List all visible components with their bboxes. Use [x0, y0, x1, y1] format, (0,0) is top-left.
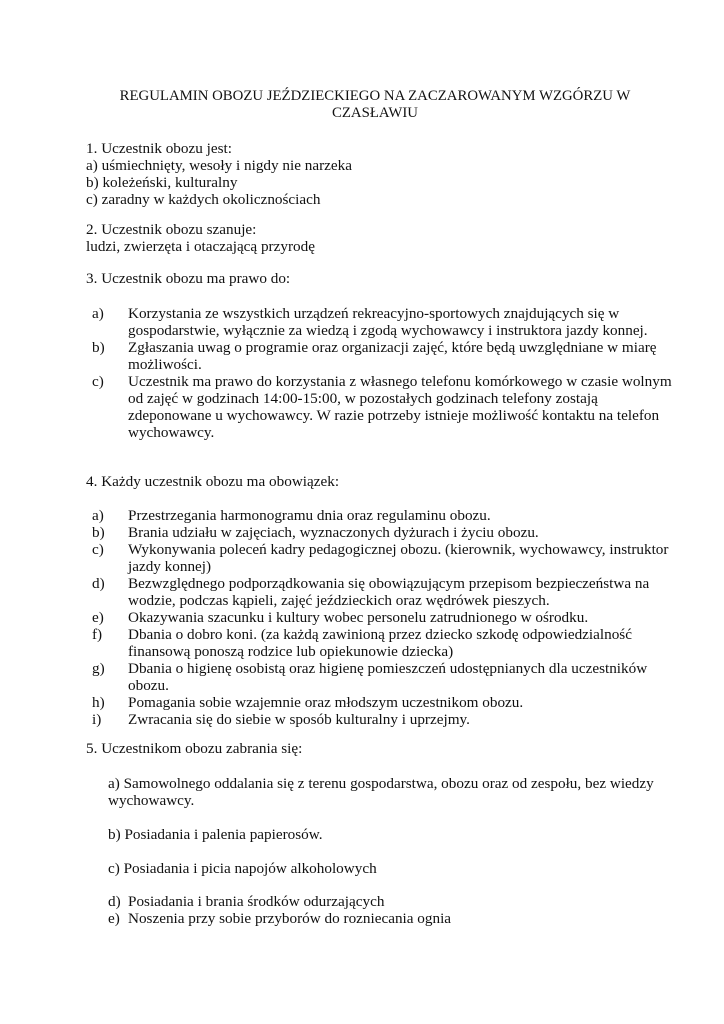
list-item — [86, 609, 686, 626]
list-item-line: Bezwzględnego podporządkowania się obowiązującym przepisom bezpieczeństwa na — [128, 575, 650, 592]
list-item-label: b) — [92, 524, 105, 541]
section-2 — [86, 221, 686, 255]
list-item-label: f) — [92, 626, 103, 643]
list-item-label: e) — [92, 609, 104, 626]
list-item-line: od zajęć w godzinach 14:00-15:00, w pozostałych godzinach telefony zostają — [128, 390, 598, 407]
section-1-line: a) uśmiechnięty, wesoły i nigdy nie narzeka — [86, 157, 352, 174]
list-item-line: Korzystania ze wszystkich urządzeń rekreacyjno-sportowych znajdujących się w — [128, 305, 620, 322]
section-5-para-a — [108, 775, 708, 809]
section-1-line: b) koleżeński, kulturalny — [86, 174, 238, 191]
title-line-2: CZASŁAWIU — [332, 105, 418, 121]
list-item — [108, 893, 708, 910]
list-item — [86, 305, 686, 339]
list-item-line: Zgłaszania uwag o programie oraz organizacji zajęć, które będą uwzględniane w miarę — [128, 339, 657, 356]
list-item-label: c) — [92, 373, 104, 390]
list-item-line: gospodarstwie, wyłącznie za wiedzą i zgodą wychowawcy i instruktora jazdy konnej. — [128, 322, 648, 339]
list-item — [86, 575, 686, 609]
list-item — [86, 711, 686, 728]
list-item — [108, 910, 708, 927]
list-item-line: jazdy konnej) — [128, 558, 212, 575]
list-item — [86, 339, 686, 373]
list-item-line: Przestrzegania harmonogramu dnia oraz regulaminu obozu. — [128, 507, 491, 524]
list-item-line: Wykonywania poleceń kadry pedagogicznej obozu. (kierownik, wychowawcy, instruktor — [128, 541, 669, 558]
list-item-line: Brania udziału w zajęciach, wyznaczonych dyżurach i życiu obozu. — [128, 524, 539, 541]
list-item-label: e) — [108, 910, 120, 927]
list-item-line: Dbania o higienę osobistą oraz higienę pomieszczeń udostępnianych dla uczestników — [128, 660, 648, 677]
list-item-line: wychowawcy. — [128, 424, 215, 441]
para-line: wychowawcy. — [108, 792, 195, 809]
section-3-heading: 3. Uczestnik obozu ma prawo do: — [86, 270, 291, 287]
list-item — [86, 626, 686, 660]
list-item-line: Okazywania szacunku i kultury wobec personelu zatrudnionego w ośrodku. — [128, 609, 589, 626]
list-item-label: d) — [108, 893, 121, 910]
list-item-line: Pomagania sobie wzajemnie oraz młodszym uczestnikom obozu. — [128, 694, 524, 711]
list-item-line: Zwracania się do siebie w sposób kulturalny i uprzejmy. — [128, 711, 470, 728]
list-item — [86, 507, 686, 524]
title-line-1: REGULAMIN OBOZU JEŹDZIECKIEGO NA ZACZAROWANYM WZGÓRZU W — [119, 88, 631, 104]
list-item-label: a) — [92, 305, 104, 322]
para-line: a) Samowolnego oddalania się z terenu gospodarstwa, obozu oraz od zespołu, bez wiedzy — [108, 775, 654, 792]
list-item-line: Dbania o dobro koni. (za każdą zawinioną przez dziecko szkodę odpowiedzialność — [128, 626, 632, 643]
document-title — [100, 88, 650, 122]
list-item-label: d) — [92, 575, 105, 592]
section-3-list — [86, 305, 686, 441]
section-2-line: ludzi, zwierzęta i otaczającą przyrodę — [86, 238, 315, 255]
section-4-list — [86, 507, 686, 728]
list-item-line: Uczestnik ma prawo do korzystania z własnego telefonu komórkowego w czasie wolnym — [128, 373, 672, 390]
section-1-heading: 1. Uczestnik obozu jest: — [86, 140, 232, 157]
list-item-label: i) — [92, 711, 102, 728]
section-1 — [86, 140, 686, 208]
list-item-line: Posiadania i brania środków odurzających — [128, 893, 385, 910]
list-item — [86, 660, 686, 694]
section-5-para-c: c) Posiadania i picia napojów alkoholowych — [108, 860, 377, 877]
list-item-line: Noszenia przy sobie przyborów do rozniecania ognia — [128, 910, 452, 927]
section-5-list — [108, 893, 708, 927]
section-2-heading: 2. Uczestnik obozu szanuje: — [86, 221, 257, 238]
list-item-line: finansową ponoszą rodzice lub opiekunowie dziecka) — [128, 643, 454, 660]
section-5-heading: 5. Uczestnikom obozu zabrania się: — [86, 740, 303, 757]
list-item-label: b) — [92, 339, 105, 356]
list-item-line: zdeponowane u wychowawcy. W razie potrzeby istnieje możliwość kontaktu na telefon — [128, 407, 660, 424]
list-item-label: g) — [92, 660, 105, 677]
list-item-label: a) — [92, 507, 104, 524]
list-item — [86, 373, 686, 441]
section-5-para-b: b) Posiadania i palenia papierosów. — [108, 826, 323, 843]
list-item-line: wodzie, podczas kąpieli, zajęć jeździeckich oraz wędrówek pieszych. — [128, 592, 550, 609]
section-4-heading: 4. Każdy uczestnik obozu ma obowiązek: — [86, 473, 340, 490]
section-1-line: c) zaradny w każdych okolicznościach — [86, 191, 321, 208]
list-item-label: h) — [92, 694, 105, 711]
list-item — [86, 524, 686, 541]
list-item — [86, 541, 686, 575]
list-item — [86, 694, 686, 711]
list-item-label: c) — [92, 541, 104, 558]
list-item-line: obozu. — [128, 677, 169, 694]
list-item-line: możliwości. — [128, 356, 202, 373]
